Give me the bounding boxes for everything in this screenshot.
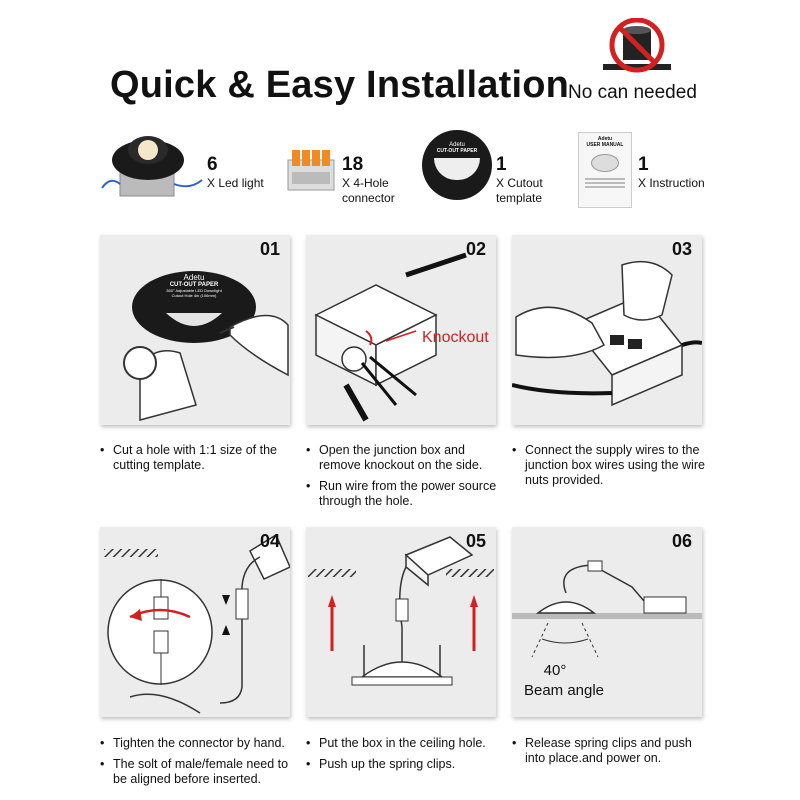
instruction-item: • Release spring clips and push into place.and power on. xyxy=(512,736,712,766)
no-can-icon xyxy=(603,18,671,78)
template-card-title: CUT-OUT PAPER xyxy=(169,282,219,288)
step-05-panel xyxy=(306,527,496,717)
step-number: 05 xyxy=(465,531,486,551)
connect-wires-illustration xyxy=(512,235,702,425)
instruction-item: • Tighten the connector by hand. xyxy=(100,736,300,751)
step-number: 06 xyxy=(671,531,692,551)
led-qty: 6 xyxy=(207,154,218,175)
led-desc: X Led light xyxy=(207,176,264,190)
instruction-item: • Connect the supply wires to the junction box wires using the wire nuts provided. xyxy=(512,443,712,488)
instruction-item: • Open the junction box and remove knockout on the side. xyxy=(306,443,506,473)
template-card-brand: Adetu xyxy=(183,273,205,282)
template-qty: 1 xyxy=(496,154,507,175)
connector-desc: X 4-Hole connector xyxy=(342,176,395,205)
step-05-instructions xyxy=(306,736,506,778)
connector-qty: 18 xyxy=(342,154,364,175)
led-light-icon xyxy=(98,128,206,204)
template-brand: Adetu xyxy=(449,142,465,148)
insert-box-illustration xyxy=(306,527,496,717)
instruction-item: • The solt of male/female need to be aligned before inserted. xyxy=(100,757,300,787)
step-03-instructions xyxy=(512,443,712,494)
manual-brand: Adetu xyxy=(597,136,613,142)
instruction-item: • Push up the spring clips. xyxy=(306,757,506,772)
step-03-panel xyxy=(512,235,702,425)
instruction-item: • Cut a hole with 1:1 size of the cutting template. xyxy=(100,443,300,473)
manual-qty: 1 xyxy=(638,154,649,175)
template-title: CUT-OUT PAPER xyxy=(436,148,478,154)
step-01-panel xyxy=(100,235,290,425)
beam-angle-label: Beam angle xyxy=(523,682,605,699)
template-card-text xyxy=(132,273,256,298)
beam-angle: 40° xyxy=(543,662,567,679)
template-card-line1: 360° Adjustable LED Downlight xyxy=(166,288,222,293)
step-06-instructions xyxy=(512,736,712,772)
step-04-panel xyxy=(100,527,290,717)
no-can-label: No can needed xyxy=(568,82,697,103)
instruction-item: • Run wire from the power source through the hole. xyxy=(306,479,506,509)
tighten-connector-illustration xyxy=(100,527,290,717)
manual-desc: X Instruction xyxy=(638,176,705,190)
cutout-template-icon xyxy=(422,130,492,200)
cut-hole-illustration xyxy=(100,235,290,425)
step-02-instructions xyxy=(306,443,506,515)
step-number: 02 xyxy=(465,239,486,259)
step-04-instructions xyxy=(100,736,300,793)
instruction-item: • Put the box in the ceiling hole. xyxy=(306,736,506,751)
manual-title: USER MANUAL xyxy=(586,142,624,148)
step-number: 01 xyxy=(259,239,280,259)
knockout-callout: Knockout xyxy=(422,329,489,346)
template-desc: X Cutout template xyxy=(496,176,543,205)
step-number: 03 xyxy=(671,239,692,259)
step-01-instructions xyxy=(100,443,300,479)
step-number: 04 xyxy=(259,531,280,551)
template-card-line2: Cutout Hole 4in (106mm) xyxy=(171,293,217,298)
manual-icon xyxy=(578,132,632,208)
connector-icon xyxy=(282,146,340,198)
page-title: Quick & Easy Installation xyxy=(110,64,570,106)
